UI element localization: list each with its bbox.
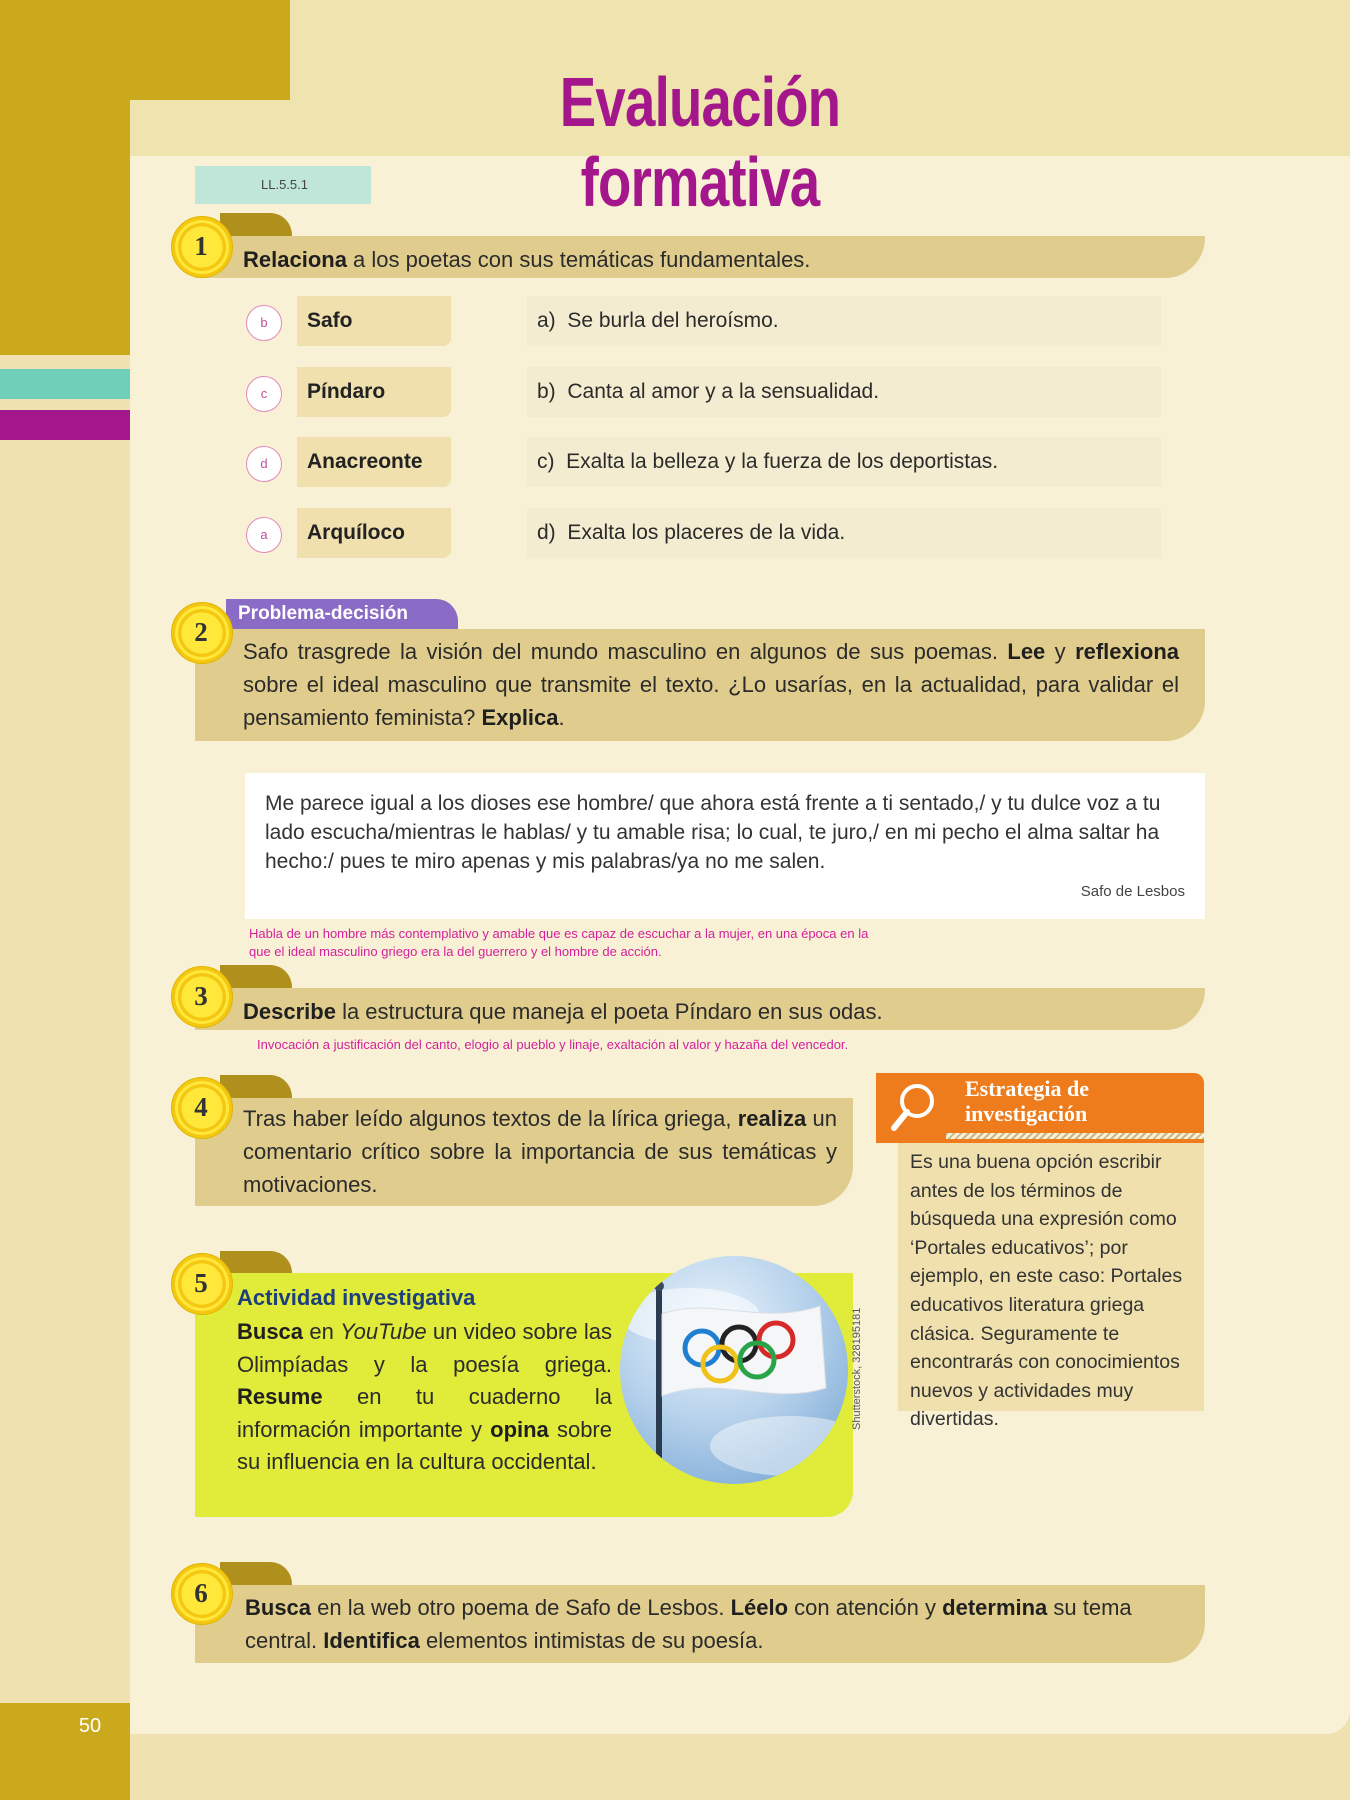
q4-number: 4: [194, 1092, 208, 1122]
strategy-title: [965, 1076, 1089, 1126]
q2-verb-explica: Explica: [481, 705, 559, 730]
q1-instruction: [243, 243, 810, 276]
q5-verb-busca: Busca: [237, 1319, 304, 1344]
q5-instruction: [237, 1316, 612, 1479]
poet-name: Arquíloco: [297, 508, 451, 558]
q6-instruction: [245, 1591, 1185, 1657]
q2-answer-line: Habla de un hombre más contemplativo y amable que es capaz de escuchar a la mujer, en una época en la: [249, 926, 869, 941]
q4-verb: realiza: [737, 1106, 807, 1131]
q2-number: 2: [194, 617, 208, 647]
strategy-title-line: investigación: [965, 1101, 1088, 1126]
option-text: Exalta la belleza y la fuerza de los deportistas.: [566, 450, 999, 473]
option-item: [527, 437, 1161, 487]
q5-verb-resume: Resume: [237, 1384, 323, 1410]
q5-text: en: [303, 1319, 341, 1344]
q1-text: a los poetas con sus temáticas fundamentales.: [346, 247, 811, 272]
q3-verb: Describe: [243, 999, 336, 1024]
q2-text: .: [558, 705, 565, 730]
q2-text: y: [1045, 639, 1076, 664]
option-letter: c): [537, 450, 555, 473]
q4-text: Tras haber leído algunos textos de la lírica griega,: [243, 1106, 738, 1131]
strategy-title-line: Estrategia de: [965, 1076, 1090, 1101]
q2-text: Safo trasgrede la visión del mundo masculino en algunos de sus poemas.: [243, 639, 1008, 664]
poet-name: Píndaro: [297, 367, 451, 417]
q2-instruction: [243, 635, 1179, 734]
q6-number: 6: [194, 1578, 208, 1608]
olympic-flag-photo: [620, 1256, 848, 1484]
option-item: [527, 508, 1161, 558]
poem-quote-box: [245, 773, 1205, 919]
strategy-divider: [946, 1133, 1204, 1139]
page-number: 50: [78, 1715, 102, 1737]
poem-author: Safo de Lesbos: [1080, 883, 1185, 900]
q5-verb-opina: opina: [490, 1416, 549, 1442]
option-item: [527, 296, 1161, 346]
option-text: Canta al amor y a la sensualidad.: [567, 380, 880, 403]
poem-quote: Me parece igual a los dioses ese hombre/ que ahora está frente a ti sentado,/ y tu dulce voz a tu lado escucha/mientras le hablas/ y tu amable risa; lo cual, te juro,/ en mi pecho el alma saltar ha hecho:/ pues te miro apenas y mis palabras/ya no me salen.: [265, 792, 1161, 873]
q5-youtube: YouTube: [340, 1319, 427, 1344]
strategy-text: Es una buena opción escribir antes de los términos de búsqueda una expresión como ‘Portales educativos’; por ejemplo, en este caso: Portales educativos literatura griega clásica. Seguramente te encontrarás con conocimientos nuevos y actividades muy divertidas.: [910, 1151, 1183, 1431]
option-item: [527, 367, 1161, 417]
poet-name: Anacreonte: [297, 437, 451, 487]
q5-text: sobre su influencia en la cultura occidental.: [237, 1416, 612, 1475]
olympic-flag-illustration: [620, 1256, 848, 1484]
q2-text: sobre el ideal masculino que transmite el texto. ¿Lo usarías, en la actualidad, para validar el pensamiento feminista?: [243, 672, 1179, 730]
magenta-stripe: [0, 410, 130, 440]
poet-name: Safo: [297, 296, 451, 346]
answer-circle[interactable]: a: [246, 517, 282, 553]
skill-code-tag: LL.5.5.1: [195, 166, 371, 204]
left-margin-decoration: [0, 0, 130, 355]
option-text: Exalta los placeres de la vida.: [567, 521, 846, 544]
q3-answer-note: Invocación a justificación del canto, elogio al pueblo y linaje, exaltación al valor y hazaña del vencedor.: [257, 1037, 849, 1052]
q2-verb-lee: Lee: [1007, 639, 1046, 664]
q1-number: 1: [194, 231, 208, 261]
q4-instruction: [243, 1102, 837, 1201]
q5-text: en tu cuaderno la información importante y: [237, 1384, 612, 1442]
q6-verb-identifica: Identifica: [323, 1628, 420, 1653]
answer-circle[interactable]: b: [246, 305, 282, 341]
research-activity-heading: Actividad investigativa: [237, 1285, 476, 1310]
q2-verb-reflexiona: reflexiona: [1075, 639, 1179, 664]
answer-circle[interactable]: d: [246, 446, 282, 482]
q6-text: con atención y: [788, 1595, 943, 1620]
q1-verb: Relaciona: [243, 247, 347, 272]
q2-answer-line: que el ideal masculino griego era la del guerrero y el hombre de acción.: [249, 944, 662, 959]
q6-text: elementos intimistas de su poesía.: [419, 1628, 764, 1653]
q6-text: su tema central.: [245, 1595, 1132, 1653]
page-title: Evaluación formativa: [559, 63, 841, 221]
q6-verb-determina: determina: [942, 1595, 1048, 1620]
q4-text: un comentario crítico sobre la importancia de sus temáticas y motivaciones.: [243, 1106, 837, 1197]
q6-verb-leelo: Léelo: [730, 1595, 789, 1620]
option-letter: a): [537, 309, 556, 332]
option-letter: d): [537, 521, 556, 544]
q5-text: un video sobre las Olimpíadas y la poesía griega.: [237, 1319, 612, 1377]
strategy-icon-box: [876, 1073, 946, 1143]
answer-circle[interactable]: c: [246, 376, 282, 412]
q3-number: 3: [194, 981, 208, 1011]
image-credit: Shutterstock, 328195181: [851, 1307, 863, 1430]
q2-answer-note: [249, 925, 929, 961]
q6-verb-busca: Busca: [245, 1595, 312, 1620]
problem-decision-tag: Problema-decisión: [226, 599, 458, 629]
option-letter: b): [537, 380, 556, 403]
q3-instruction: [243, 995, 883, 1028]
magnifier-icon: [876, 1073, 946, 1143]
teal-stripe: [0, 369, 130, 399]
q3-text: la estructura que maneja el poeta Píndaro en sus odas.: [335, 999, 883, 1024]
q6-text: en la web otro poema de Safo de Lesbos.: [311, 1595, 731, 1620]
q5-number: 5: [194, 1268, 208, 1298]
option-text: Se burla del heroísmo.: [567, 309, 779, 332]
